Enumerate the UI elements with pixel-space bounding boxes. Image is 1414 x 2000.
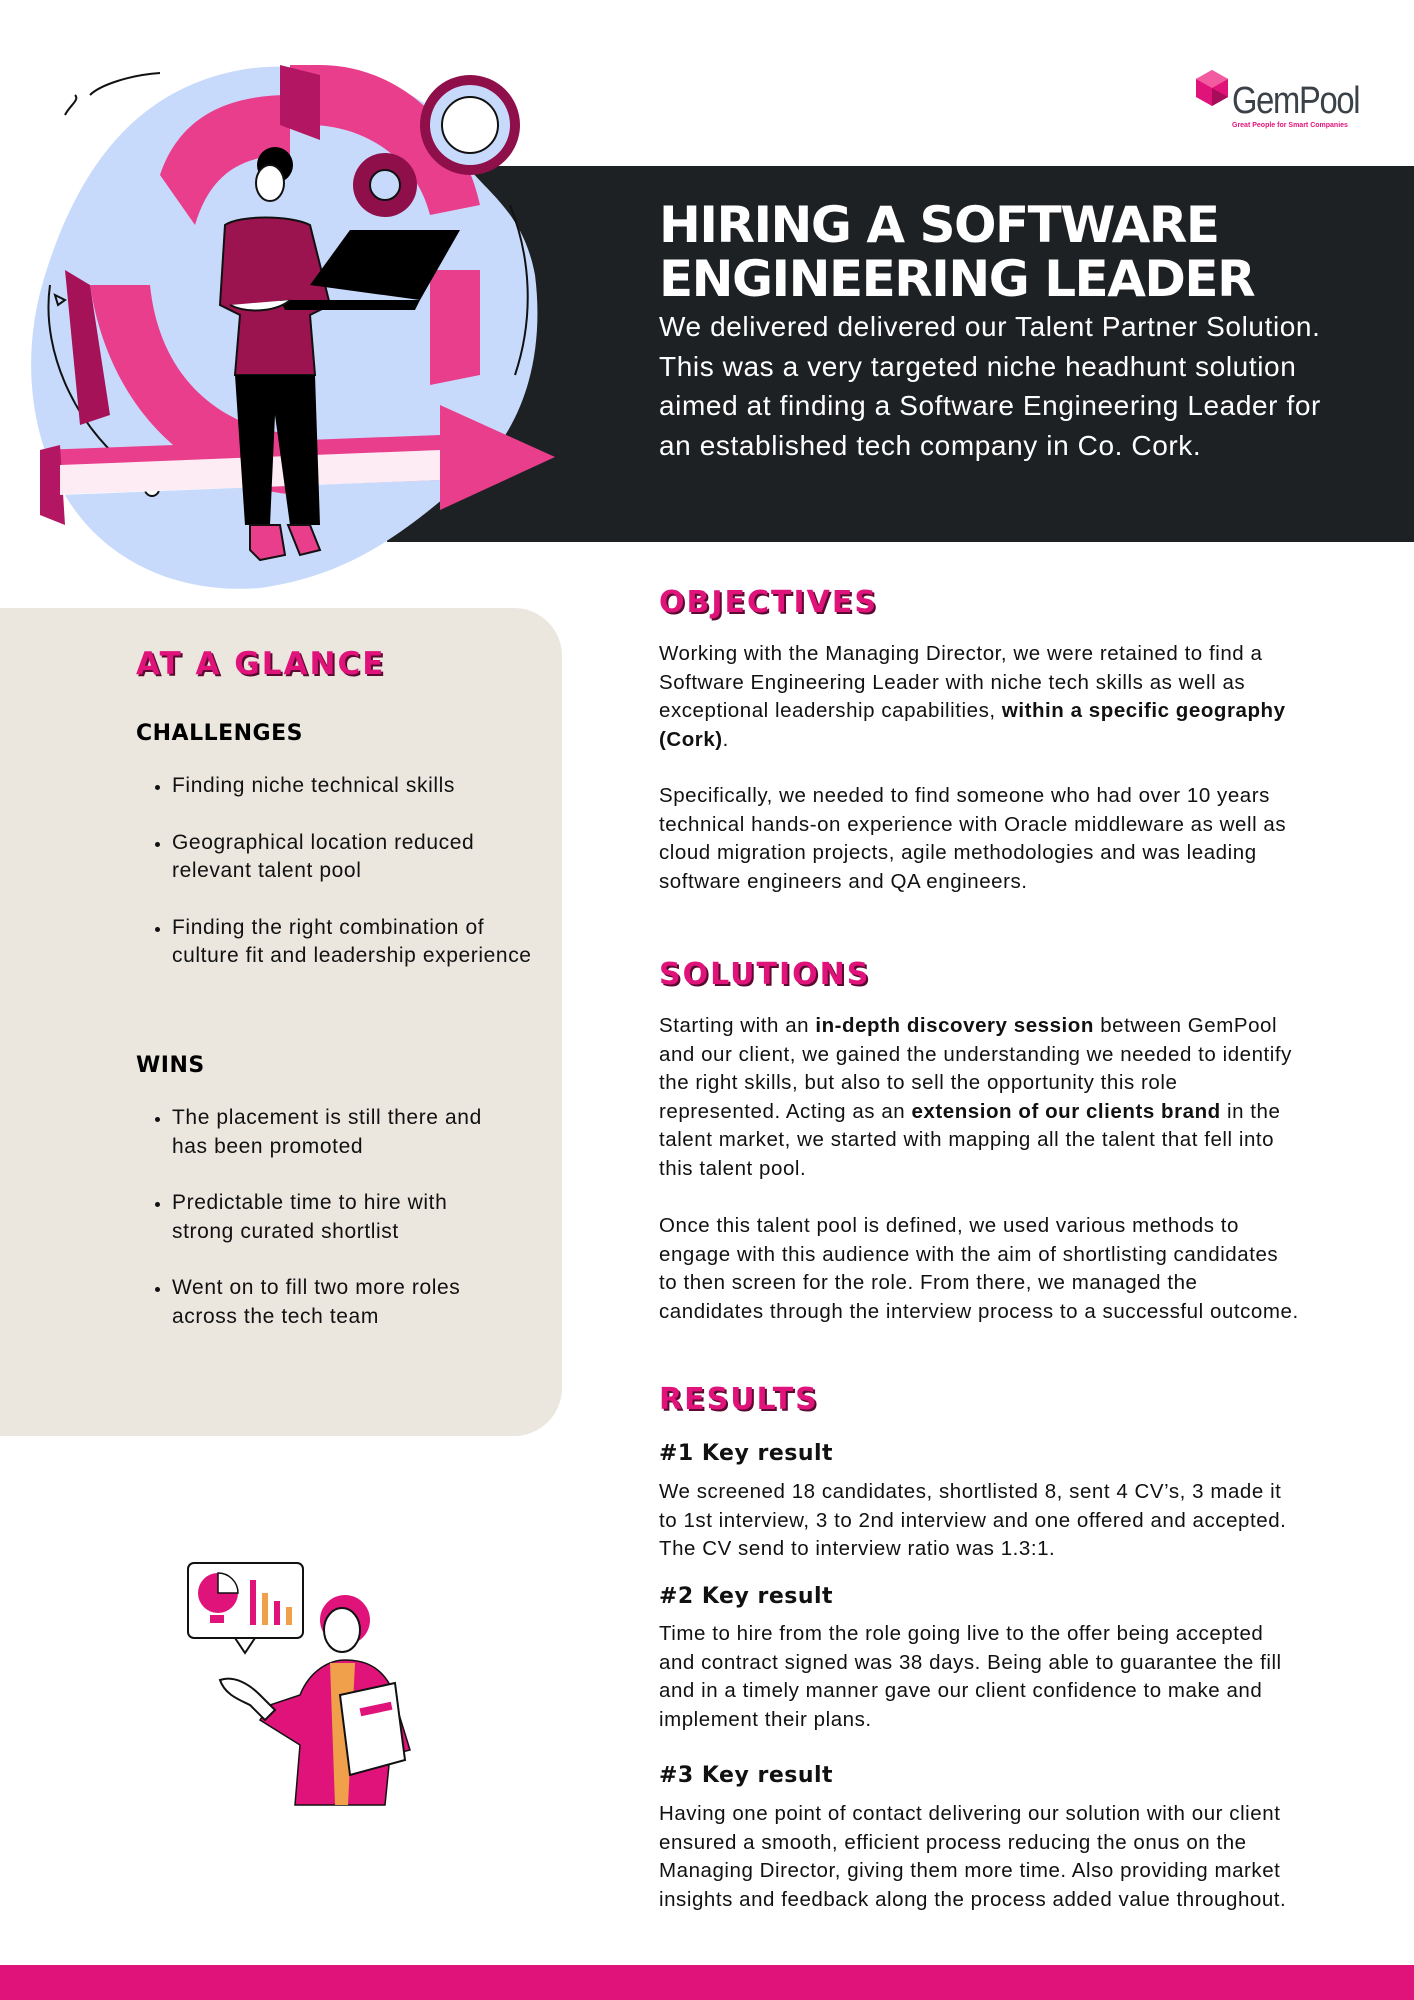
key-result-3-title: #3 Key result <box>659 1763 834 1788</box>
wins-heading: WINS <box>136 1053 205 1078</box>
solutions-paragraph-1: Starting with an in-depth discovery session between GemPool and our client, we gained the understanding we needed to identify the right skills, but also to sell the opportunity this role represented. Acting as an extension of our clients brand in the talent market, we started with mapping all the talent that fell into this talent pool. <box>659 1014 1292 1180</box>
results-heading: RESULTS <box>659 1382 819 1417</box>
challenges-heading: CHALLENGES <box>136 721 303 746</box>
logo-name: GemPool <box>1232 80 1360 122</box>
key-result-1-title: #1 Key result <box>659 1441 834 1466</box>
logo-tagline: Great People for Smart Companies <box>1232 122 1348 129</box>
solutions-heading: SOLUTIONS <box>659 957 871 992</box>
gempool-logo <box>1188 62 1358 134</box>
footer-bar <box>0 1965 1414 2000</box>
list-item: • Predictable time to hire with strong curated shortlist <box>172 1189 512 1246</box>
title-line-1: HIRING A SOFTWARE <box>659 196 1219 254</box>
intro-paragraph: We delivered delivered our Talent Partner Solution. This was a very targeted niche headhunt solution aimed at finding a Software Engineering Leader for an established tech company in Co. Cork. <box>659 311 1321 461</box>
list-item: • Finding niche technical skills <box>172 772 532 801</box>
key-result-3-text: Having one point of contact delivering our solution with our client ensured a smooth, efficient process reducing the onus on the Managing Director, giving them more time. Also providing market insights and feedback along the process added value throughout. <box>659 1802 1287 1911</box>
title-line-2: ENGINEERING LEADER <box>659 250 1255 308</box>
at-a-glance-heading: AT A GLANCE <box>136 646 386 682</box>
objectives-paragraph-2: Specifically, we needed to find someone who had over 10 years technical hands-on experience with Oracle middleware as well as cloud migration projects, agile methodologies and was leading software engineers and QA engineers. <box>659 784 1287 893</box>
wins-list <box>136 1104 512 1359</box>
key-result-2-text: Time to hire from the role going live to the offer being accepted and contract signed was 38 days. Being able to guarantee the fill and in a timely manner gave our client confidence to make and implement their plans. <box>659 1622 1282 1731</box>
key-result-2-title: #2 Key result <box>659 1584 834 1609</box>
list-item: • Geographical location reduced relevant talent pool <box>172 829 532 886</box>
gem-icon <box>1192 68 1232 108</box>
objectives-paragraph-1: Working with the Managing Director, we were retained to find a Software Engineering Leader with niche tech skills as well as exceptional leadership capabilities, within a specific geography (Cork). <box>659 642 1286 751</box>
solutions-paragraph-2: Once this talent pool is defined, we used various methods to engage with this audience with the aim of shortlisting candidates to then screen for the role. From there, we managed the candidates through the interview process to a successful outcome. <box>659 1214 1299 1323</box>
list-item: • Went on to fill two more roles across the tech team <box>172 1274 512 1331</box>
challenges-list <box>136 772 532 999</box>
list-item: • The placement is still there and has been promoted <box>172 1104 512 1161</box>
objectives-heading: OBJECTIVES <box>659 585 878 620</box>
presenter-illustration <box>180 1555 440 1810</box>
key-result-1-text: We screened 18 candidates, shortlisted 8, sent 4 CV’s, 3 made it to 1st interview, 3 to 2nd interview and one offered and accepted. The CV send to interview ratio was 1.3:1. <box>659 1480 1287 1560</box>
hero-illustration <box>20 55 565 595</box>
page-title <box>659 198 1359 306</box>
list-item: • Finding the right combination of culture fit and leadership experience <box>172 914 532 971</box>
